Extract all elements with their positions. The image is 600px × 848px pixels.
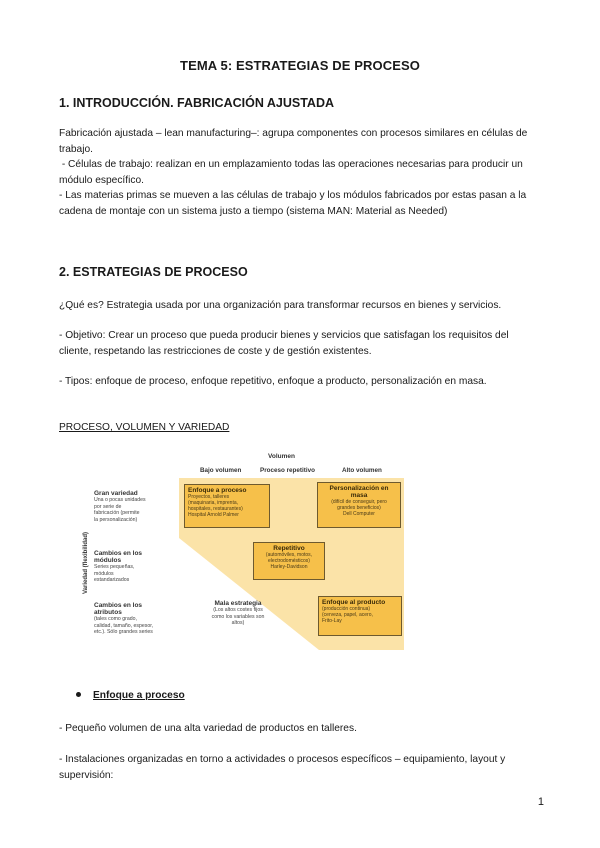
facilities-paragraph — [59, 752, 549, 783]
row-desc: (tales como grado, — [94, 616, 137, 622]
box-title: Enfoque al producto — [322, 599, 386, 606]
row-high-variety — [94, 490, 179, 523]
variety-axis-label: Variedad (flexibilidad) — [83, 532, 89, 595]
paragraph-line: supervisión: — [59, 769, 114, 781]
box-desc: (producción continua) — [322, 606, 371, 612]
box-desc: Dell Computer — [343, 511, 375, 517]
paragraph-line: trabajo. — [59, 143, 93, 155]
row-desc: la personalización) — [94, 516, 138, 523]
row-desc: etc.). Sólo grandes series — [94, 629, 153, 635]
types-paragraph: - Tipos: enfoque de proceso, enfoque repetitivo, enfoque a producto, personalización en masa. — [59, 376, 487, 387]
box-title: Repetitivo — [273, 545, 305, 552]
row-title: Cambios en los — [94, 602, 143, 609]
bullet-label: Enfoque a proceso — [93, 690, 185, 701]
row-desc: calidad, tamaño, espesor, — [94, 622, 154, 629]
row-desc: módulos — [94, 570, 114, 577]
paragraph-line: módulo específico. — [59, 174, 144, 186]
what-is-paragraph: ¿Qué es? Estrategia usada por una organización para transformar recursos en bienes y servicios. — [59, 300, 502, 311]
paragraph-line: Fabricación ajustada – lean manufacturing–: agrupa componentes con procesos similares en células de — [59, 128, 528, 139]
box-title: Personalización en — [329, 485, 389, 492]
row-desc: por serie de — [94, 503, 122, 510]
row-module-changes — [94, 550, 179, 584]
paragraph-line: - Instalaciones organizadas en torno a actividades o procesos específicos – equipamiento, layout y — [59, 754, 506, 765]
row-desc: fabricación (permite — [94, 510, 140, 516]
paragraph-line: cadena de montaje con un sistema justo a tiempo (sistema MAN: Material as Needed) — [59, 205, 448, 217]
row-title: Gran variedad — [94, 490, 138, 497]
low-volume-paragraph: - Pequeño volumen de una alta variedad de productos en talleres. — [59, 723, 357, 734]
box-title: Enfoque a proceso — [188, 487, 247, 494]
row-desc: Una o pocas unidades — [94, 497, 146, 503]
row-desc: Series pequeñas, — [94, 564, 135, 570]
volume-label: Volumen — [268, 453, 295, 460]
row-title: módulos — [94, 557, 122, 564]
repetitive-box — [253, 542, 325, 580]
box-desc: (difícil de conseguir, pero — [331, 499, 387, 505]
column-high-volume: Alto volumen — [342, 467, 382, 474]
bad-strategy-title: Mala estrategia — [214, 600, 262, 607]
column-repetitive: Proceso repetitivo — [260, 467, 315, 474]
row-title: Cambios en los — [94, 550, 143, 557]
box-desc: (cerveza, papel, acero, — [322, 612, 373, 618]
column-low-volume: Bajo volumen — [200, 467, 242, 474]
process-volume-variety-subheading: PROCESO, VOLUMEN Y VARIEDAD — [59, 422, 230, 433]
row-desc: estandarizados — [94, 577, 130, 583]
box-desc: grandes beneficios) — [337, 505, 381, 511]
bad-strategy-desc: altos) — [231, 620, 245, 626]
box-desc: Harley-Davidson — [270, 564, 308, 570]
variety-axis — [80, 520, 92, 610]
box-desc: (maquinaria, imprenta, — [188, 500, 239, 506]
paragraph-line: cliente, respetando las restricciones de coste y de gestión existentes. — [59, 345, 372, 357]
page-number: 1 — [537, 796, 544, 808]
bad-strategy-desc: (Los altos costes fijos — [213, 607, 263, 613]
objective-paragraph — [59, 328, 549, 359]
document-title: TEMA 5: ESTRATEGIAS DE PROCESO — [180, 58, 420, 73]
paragraph-line: - Células de trabajo: realizan en un emplazamiento todas las operaciones necesarias para producir un — [59, 159, 523, 171]
process-focus-box — [184, 484, 270, 528]
section-1-heading: 1. INTRODUCCIÓN. FABRICACIÓN AJUSTADA — [59, 96, 335, 110]
box-desc: hospitales, restaurantes) — [188, 506, 243, 512]
bad-strategy-desc: como los variables son — [211, 613, 265, 620]
bullet-process-focus — [76, 690, 185, 701]
box-desc: (automóviles, motos, — [265, 552, 313, 558]
row-title: atributos — [94, 609, 122, 616]
product-focus-box — [318, 596, 402, 636]
section-2-heading: 2. ESTRATEGIAS DE PROCESO — [59, 265, 248, 279]
box-title: masa — [350, 492, 368, 499]
paragraph-line: - Objetivo: Crear un proceso que pueda producir bienes y servicios que satisfagan los requisitos del — [59, 330, 509, 341]
mass-customization-box — [317, 482, 401, 528]
process-volume-variety-diagram — [80, 450, 410, 655]
row-attribute-changes — [94, 602, 179, 636]
box-desc: Hospital Arnold Palmer — [188, 512, 239, 518]
box-desc: Proyectos, talleres — [188, 494, 230, 500]
box-desc: Frito-Lay — [322, 618, 342, 624]
box-desc: electrodomésticos) — [268, 558, 310, 564]
bullet-dot-icon — [76, 692, 81, 697]
paragraph-line: - Las materias primas se mueven a las células de trabajo y los módulos fabricados por estas pasan a la — [59, 190, 527, 202]
bad-strategy-label — [188, 600, 288, 627]
section-1-body — [59, 126, 549, 220]
